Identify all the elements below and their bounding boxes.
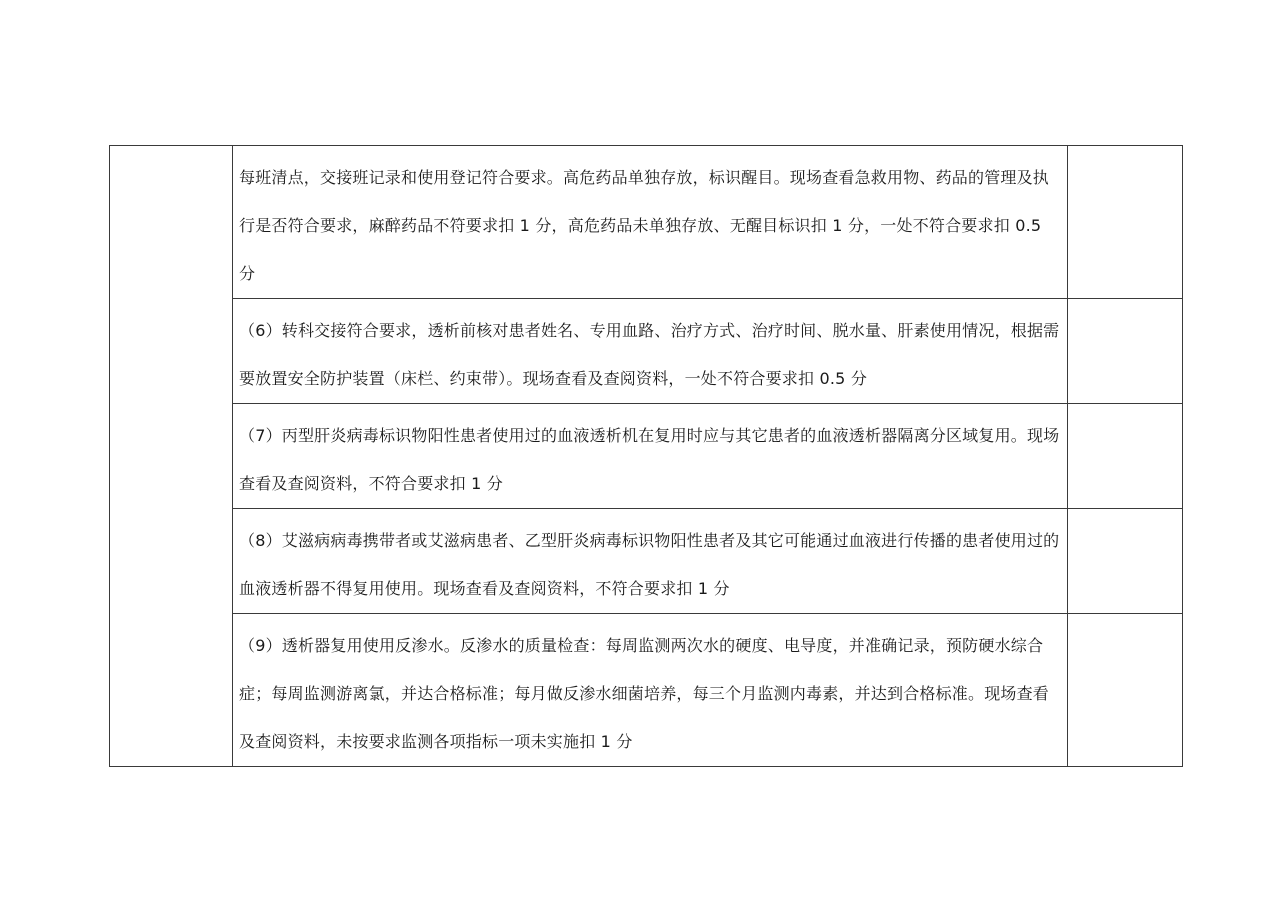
standards-table (109, 145, 1183, 767)
score-cell (1068, 299, 1183, 404)
score-cell (1068, 509, 1183, 614)
content-cell (233, 614, 1068, 767)
category-cell (110, 146, 233, 767)
requirement-text: （8）艾滋病病毒携带者或艾滋病患者、乙型肝炎病毒标识物阳性患者及其它可能通过血液进行传播的患者使用过的血液透析器不得复用使用。现场查看及查阅资料，不符合要求扣 1 分 (239, 531, 1060, 598)
requirement-text: （7）丙型肝炎病毒标识物阳性患者使用过的血液透析机在复用时应与其它患者的血液透析器隔离分区域复用。现场查看及查阅资料，不符合要求扣 1 分 (239, 426, 1060, 493)
table-row (110, 146, 1183, 299)
content-cell (233, 404, 1068, 509)
content-cell (233, 509, 1068, 614)
score-cell (1068, 146, 1183, 299)
content-cell (233, 299, 1068, 404)
score-cell (1068, 614, 1183, 767)
requirement-text: （9）透析器复用使用反渗水。反渗水的质量检查：每周监测两次水的硬度、电导度，并准确记录，预防硬水综合症；每周监测游离氯，并达合格标准；每月做反渗水细菌培养，每三个月监测内毒素，并达到合格标准。现场查看及查阅资料，未按要求监测各项指标一项未实施扣 1 分 (239, 636, 1050, 751)
table-row (110, 299, 1183, 404)
table-row (110, 404, 1183, 509)
requirement-text: （6）转科交接符合要求，透析前核对患者姓名、专用血路、治疗方式、治疗时间、脱水量、肝素使用情况，根据需要放置安全防护装置（床栏、约束带）。现场查看及查阅资料，一处不符合要求扣 0.5 分 (239, 321, 1060, 388)
requirement-text: 每班清点，交接班记录和使用登记符合要求。高危药品单独存放，标识醒目。现场查看急救用物、药品的管理及执行是否符合要求，麻醉药品不符要求扣 1 分，高危药品未单独存放、无醒目标识扣 1 分，一处不符合要求扣 0.5 分 (239, 168, 1050, 283)
table-row (110, 614, 1183, 767)
score-cell (1068, 404, 1183, 509)
table-row (110, 509, 1183, 614)
content-cell (233, 146, 1068, 299)
